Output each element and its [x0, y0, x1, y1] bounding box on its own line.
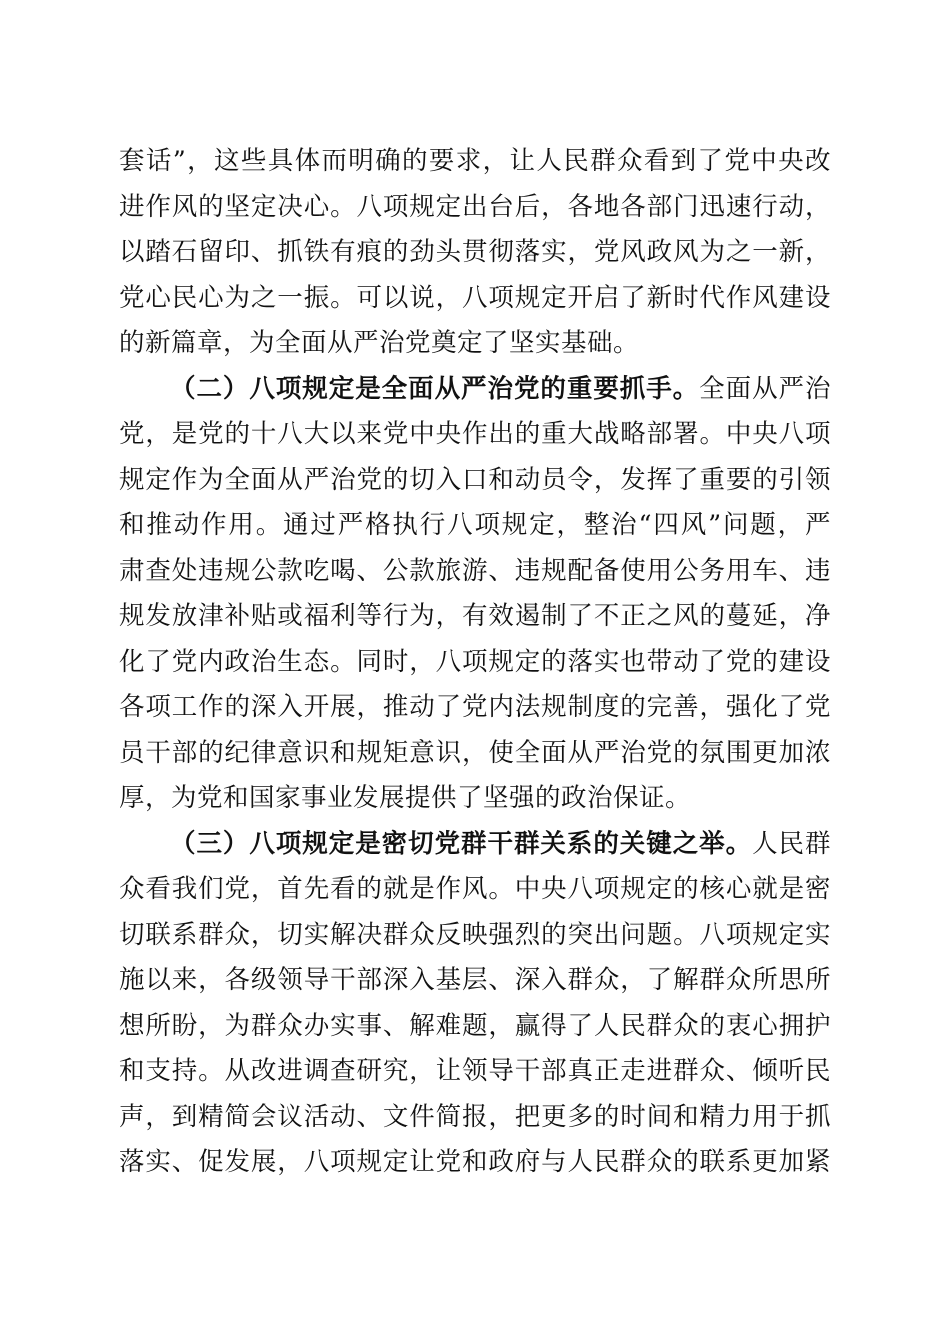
text-line: 规定作为全面从严治党的切入口和动员令，发挥了重要的引领 — [119, 464, 831, 495]
document-body — [119, 139, 831, 1186]
section-heading-line — [119, 822, 831, 868]
text-line: 落实、促发展，八项规定让党和政府与人民群众的联系更加紧 — [119, 1147, 831, 1177]
text-line: 各项工作的深入开展，推动了党内法规制度的完善，强化了党 — [119, 692, 831, 722]
text-line: 化了党内政治生态。同时，八项规定的落实也带动了党的建设 — [119, 646, 831, 677]
text-line: 切联系群众，切实解决群众反映强烈的突出问题。八项规定实 — [119, 919, 831, 950]
text-line: 的新篇章，为全面从严治党奠定了坚实基础。 — [119, 328, 640, 358]
text-line: 进作风的坚定决心。八项规定出台后，各地各部门迅速行动， — [119, 191, 831, 222]
section-heading: （二）八项规定是全面从严治党的重要抓手。 — [170, 373, 700, 404]
text-line: 党，是党的十八大以来党中央作出的重大战略部署。中央八项 — [119, 419, 831, 449]
text-line: 党心民心为之一振。可以说，八项规定开启了新时代作风建设 — [119, 282, 831, 313]
text-line: 众看我们党，首先看的就是作风。中央八项规定的核心就是密 — [119, 874, 831, 904]
section-text: 人民群 — [752, 828, 831, 859]
text-line: 和支持。从改进调查研究，让领导干部真正走进群众、倾听民 — [119, 1056, 831, 1086]
section-text: 全面从严治 — [699, 373, 831, 404]
text-line: 想所盼，为群众办实事、解难题，赢得了人民群众的衷心拥护 — [119, 1010, 831, 1041]
text-line: 和推动作用。通过严格执行八项规定，整治“四风”问题，严 — [119, 510, 831, 540]
text-line: 声，到精简会议活动、文件简报，把更多的时间和精力用于抓 — [119, 1101, 831, 1132]
section-three-paragraph — [119, 822, 831, 1186]
section-two-paragraph — [119, 367, 831, 822]
section-heading: （三）八项规定是密切党群干群关系的关键之举。 — [170, 828, 753, 859]
paragraph-continued — [119, 139, 831, 367]
text-line: 肃查处违规公款吃喝、公款旅游、违规配备使用公务用车、违 — [119, 555, 831, 586]
text-line: 施以来，各级领导干部深入基层、深入群众，了解群众所思所 — [119, 965, 831, 995]
text-line: 以踏石留印、抓铁有痕的劲头贯彻落实，党风政风为之一新， — [119, 237, 831, 267]
section-heading-line — [119, 367, 831, 413]
text-line: 员干部的纪律意识和规矩意识，使全面从严治党的氛围更加浓 — [119, 737, 831, 768]
text-line: 厚，为党和国家事业发展提供了坚强的政治保证。 — [119, 783, 692, 813]
text-line: 套话”，这些具体而明确的要求，让人民群众看到了党中央改 — [119, 146, 831, 176]
text-line: 规发放津补贴或福利等行为，有效遏制了不正之风的蔓延，净 — [119, 601, 831, 631]
